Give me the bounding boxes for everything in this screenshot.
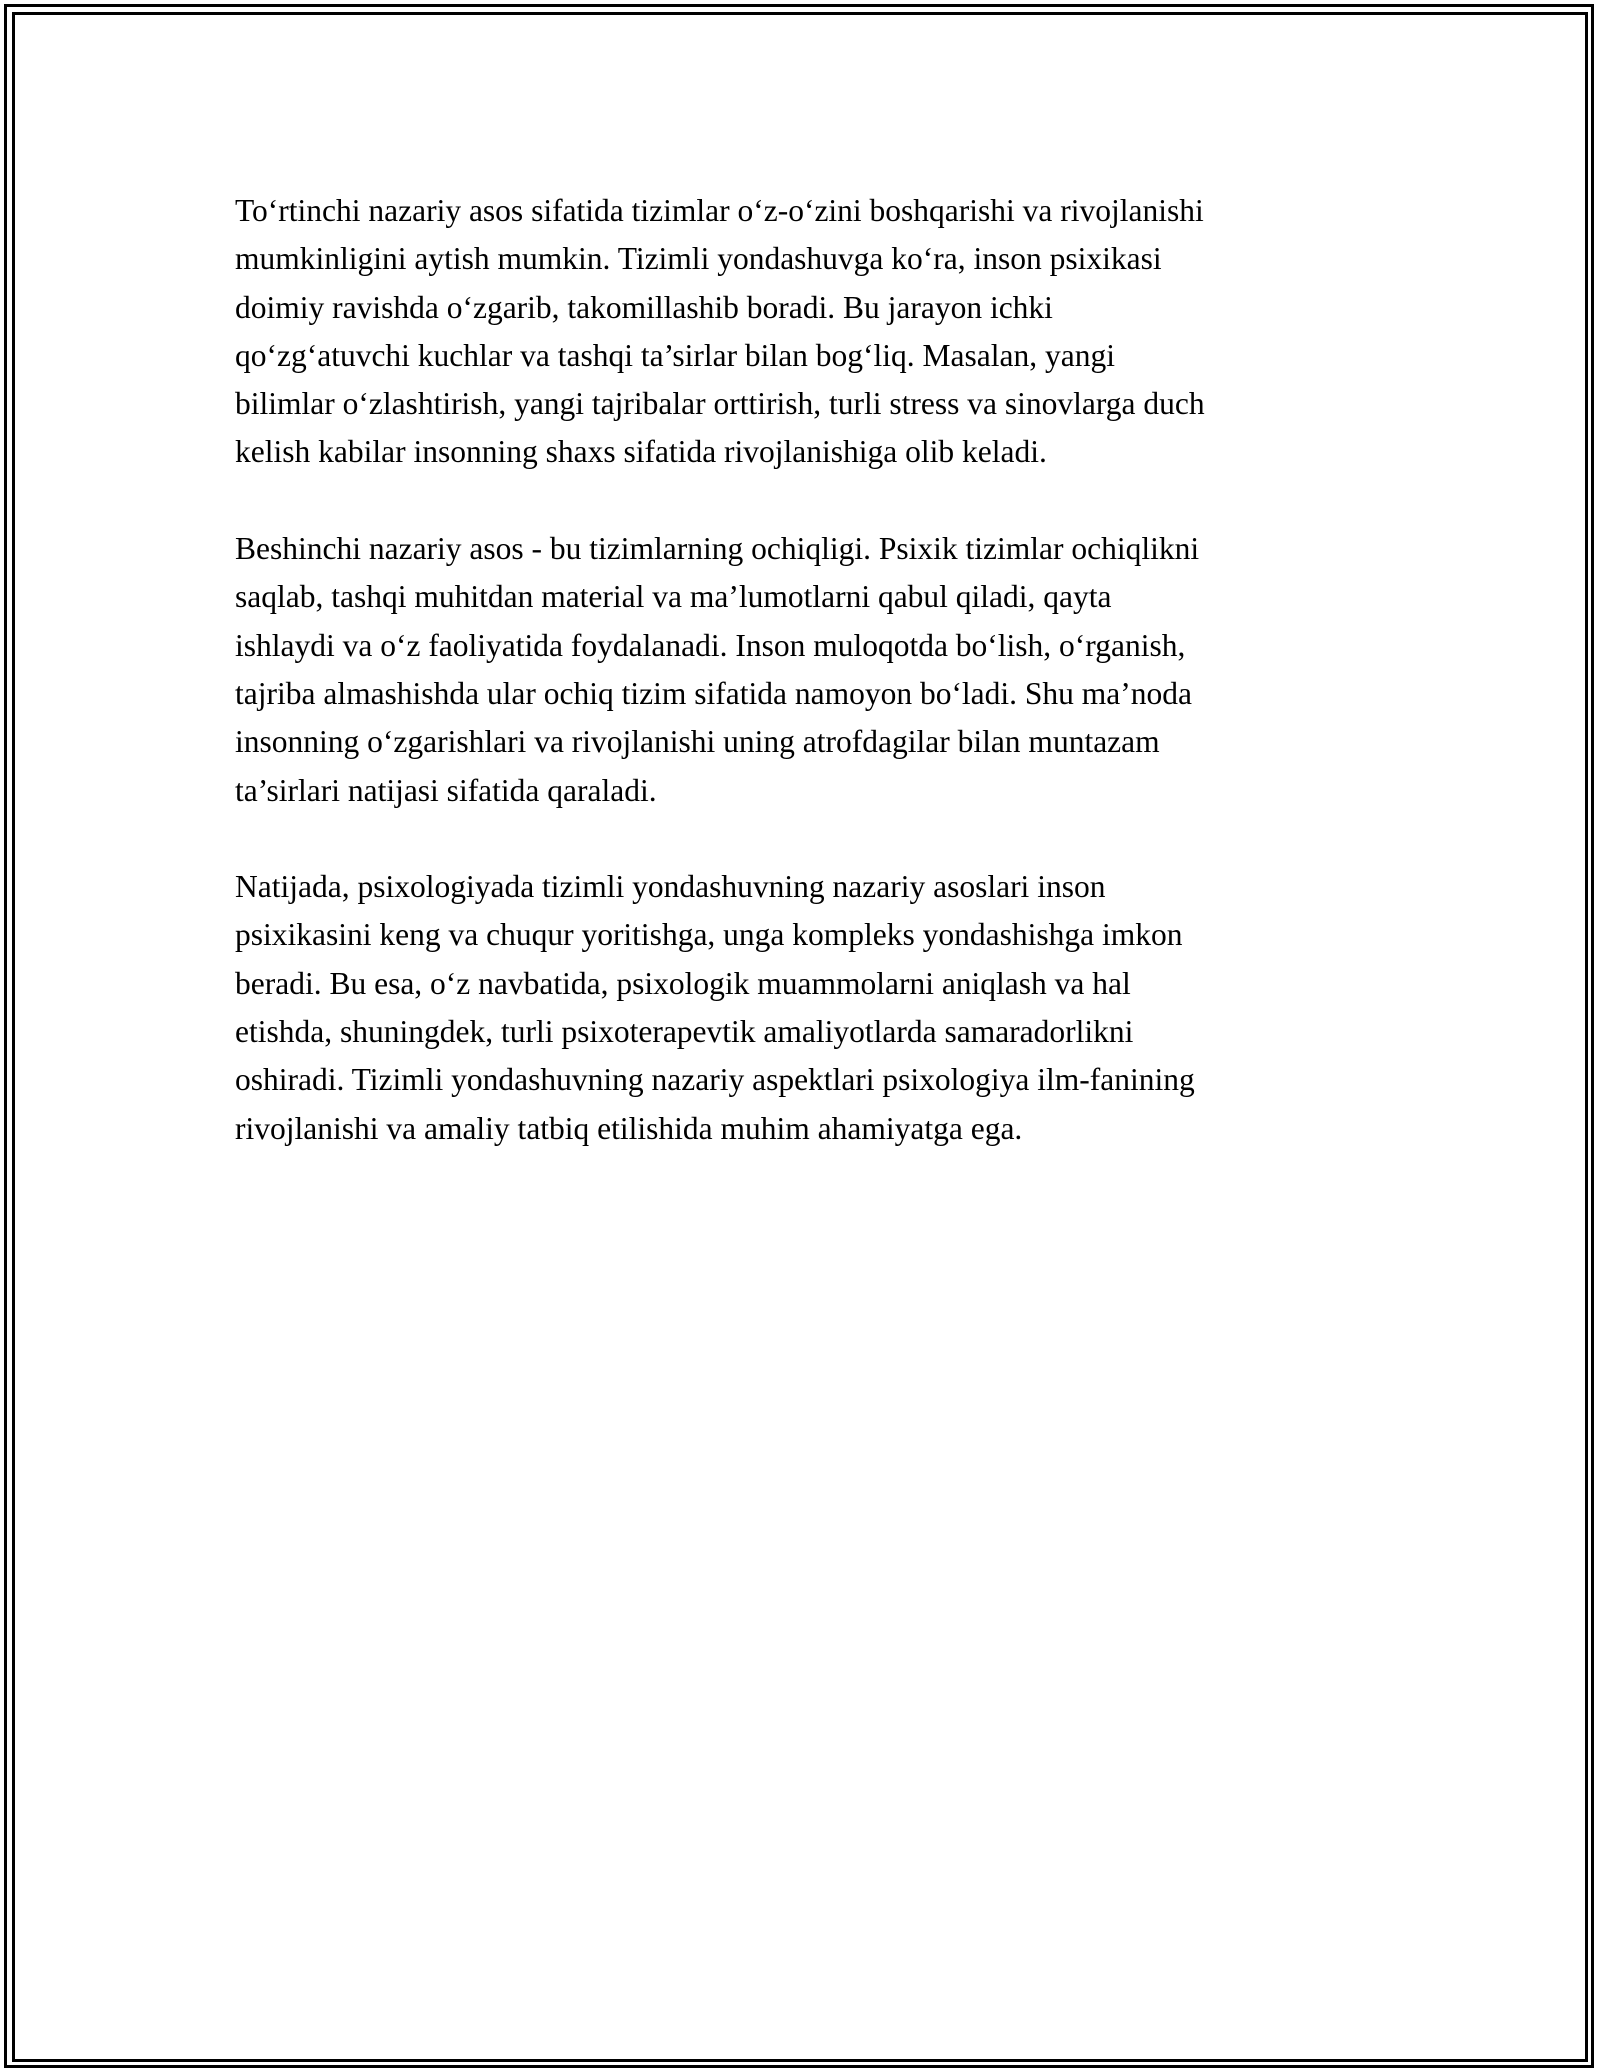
document-body bbox=[235, 187, 1395, 1201]
paragraph-openness: Beshinchi nazariy asos - bu tizimlarning ochiqligi. Psixik tizimlar ochiqlikni saqlab, tashqi muhitdan material va ma’lumotlarni qabul qiladi, qayta ishlaydi va o‘z faoliyatida foydalanadi. Inson muloqotda bo‘lish, o‘rganish, tajriba almashishda ular ochiq tizim sifatida namoyon bo‘ladi. Shu ma’noda insonning o‘zgarishlari va rivojlanishi uning atrofdagilar bilan muntazam ta’sirlari natijasi sifatida qaraladi. bbox=[235, 531, 1200, 808]
paragraph-conclusion: Natijada, psixologiyada tizimli yondashuvning nazariy asoslari inson psixikasini keng va chuqur yoritishga, unga kompleks yondashishga imkon beradi. Bu esa, o‘z navbatida, psixologik muammolarni aniqlash va hal etishda, shuningdek, turli psixoterapevtik amaliyotlarda samaradorlikni oshiradi. Tizimli yondashuvning nazariy aspektlari psixologiya ilm-fanining rivojlanishi va amaliy tatbiq etilishida muhim ahamiyatga ega. bbox=[235, 869, 1195, 1146]
paragraph-self-regulation: To‘rtinchi nazariy asos sifatida tizimlar o‘z-o‘zini boshqarishi va rivojlanishi mumkinligini aytish mumkin. Tizimli yondashuvga ko‘ra, inson psixikasi doimiy ravishda o‘zgarib, takomillashib boradi. Bu jarayon ichki qo‘zg‘atuvchi kuchlar va tashqi ta’sirlar bilan bog‘liq. Masalan, yangi bilimlar o‘zlashtirish, yangi tajribalar orttirish, turli stress va sinovlarga duch kelish kabilar insonning shaxs sifatida rivojlanishiga olib keladi. bbox=[235, 193, 1205, 470]
